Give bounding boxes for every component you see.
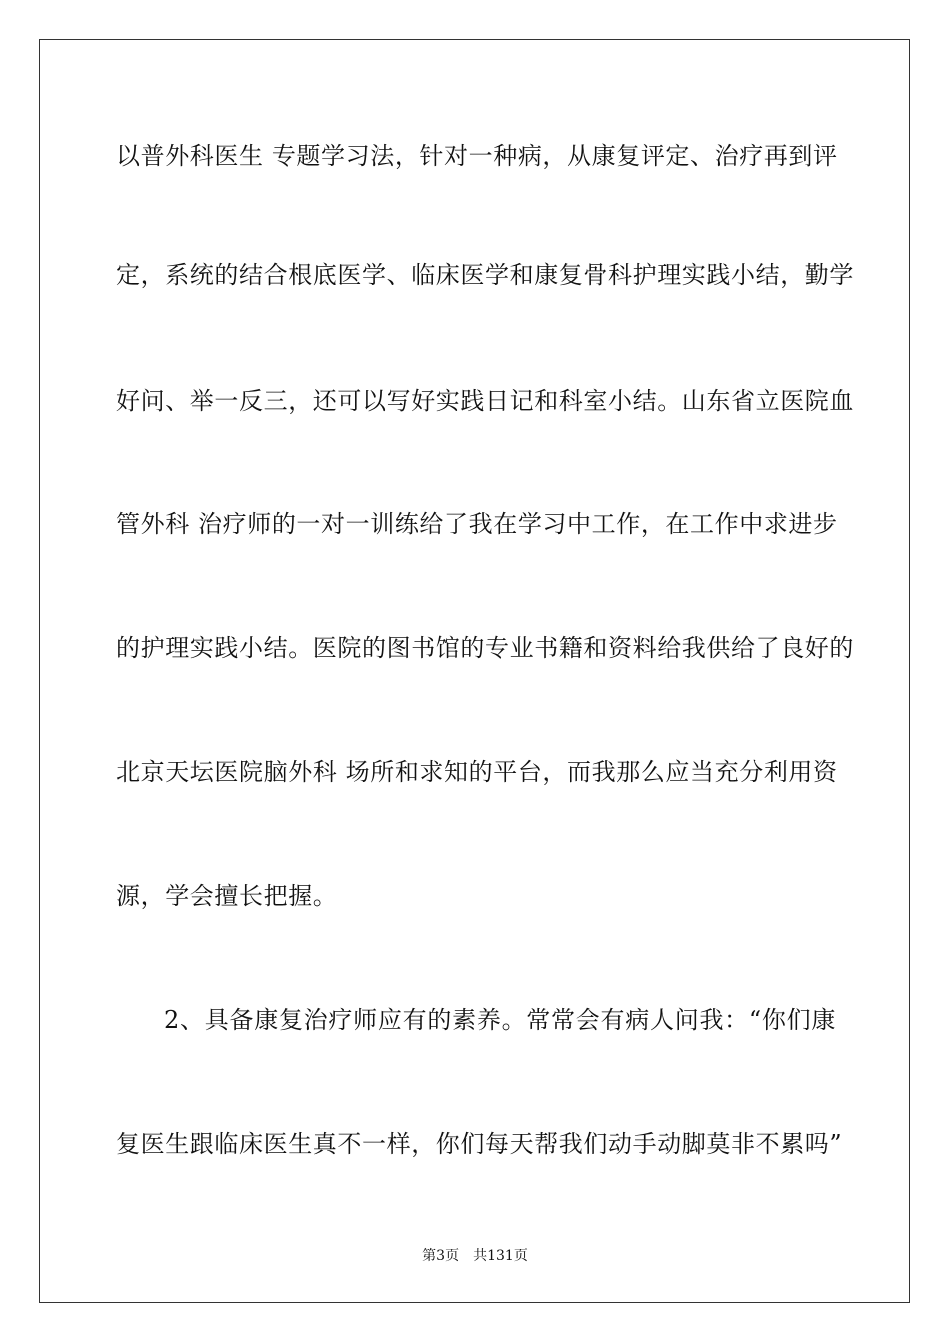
body-line-7: 源，学会擅长把握。 bbox=[116, 882, 338, 910]
body-line-9: 复医生跟临床医生真不一样，你们每天帮我们动手动脚莫非不累吗” bbox=[116, 1130, 843, 1158]
page-footer bbox=[0, 1246, 950, 1266]
page-total: 共131页 bbox=[473, 1248, 528, 1264]
page-number: 第3页 bbox=[422, 1248, 460, 1264]
body-line-4: 管外科 治疗师的一对一训练给了我在学习中工作，在工作中求进步 bbox=[116, 510, 838, 538]
body-line-8: 2、具备康复治疗师应有的素养。常常会有病人问我：“你们康 bbox=[164, 1006, 836, 1034]
body-line-1: 以普外科医生 专题学习法，针对一种病，从康复评定、治疗再到评 bbox=[116, 142, 838, 170]
body-line-2: 定，系统的结合根底医学、临床医学和康复骨科护理实践小结，勤学 bbox=[116, 261, 854, 289]
page-border bbox=[39, 39, 910, 1303]
body-line-5: 的护理实践小结。医院的图书馆的专业书籍和资料给我供给了良好的 bbox=[116, 634, 854, 662]
body-line-3: 好问、举一反三，还可以写好实践日记和科室小结。山东省立医院血 bbox=[116, 387, 854, 415]
body-line-6: 北京天坛医院脑外科 场所和求知的平台，而我那么应当充分利用资 bbox=[116, 758, 838, 786]
